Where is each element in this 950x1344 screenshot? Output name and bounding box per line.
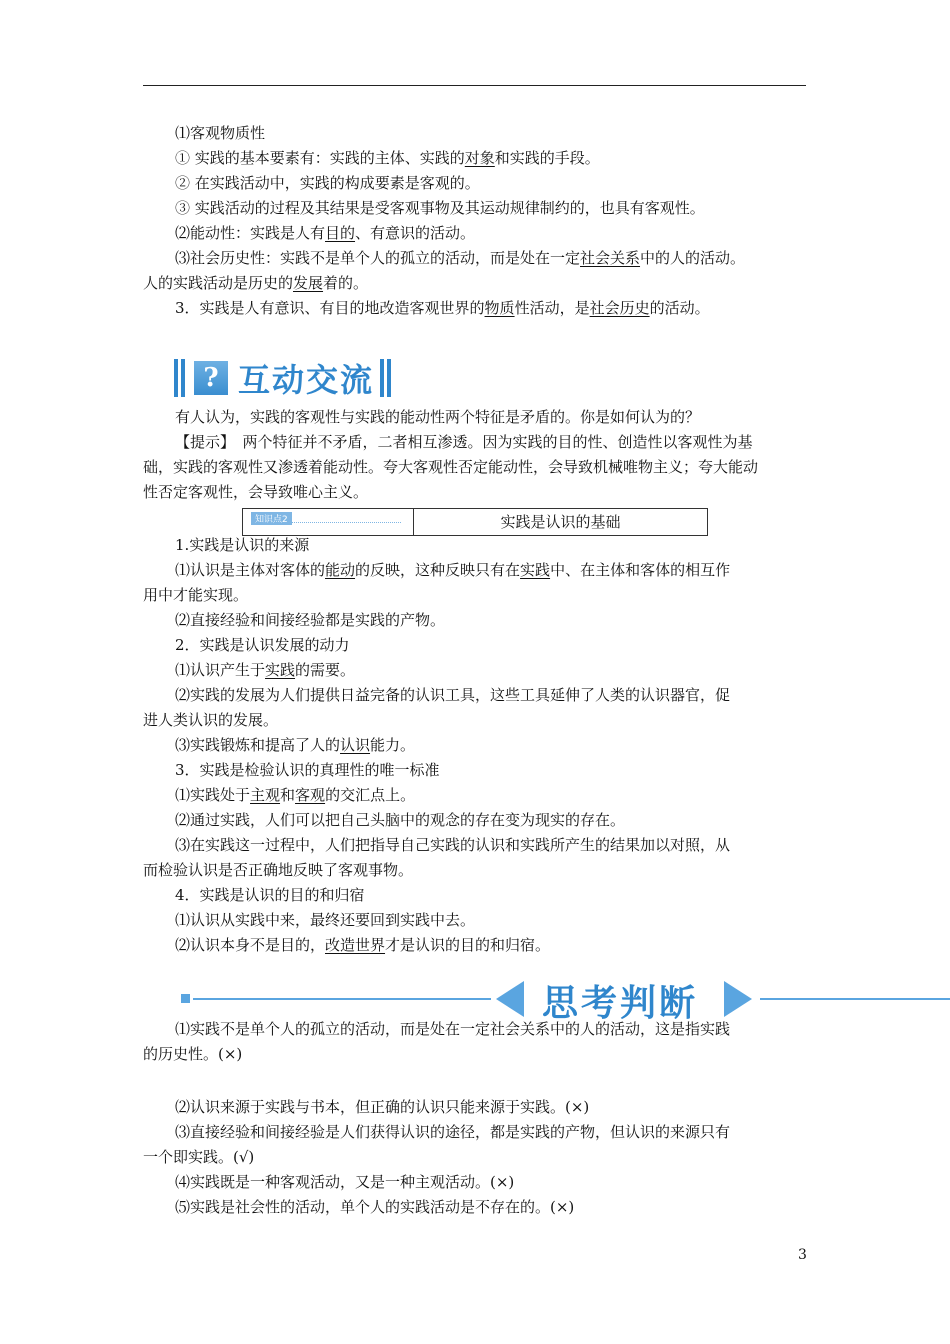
left-arrow-icon bbox=[496, 981, 524, 1017]
text-line: ⑵直接经验和间接经验都是实践的产物。 bbox=[175, 611, 446, 629]
hint-text: 础，实践的客观性又渗透着能动性。夸大客观性否定能动性，会导致机械唯物主义；夸大能动 bbox=[143, 458, 759, 476]
answer-blank: 实践 bbox=[520, 561, 551, 579]
banner-dot bbox=[181, 994, 190, 1003]
text-line: ③ 实践活动的过程及其结果是受客观事物及其运动规律制约的，也具有客观性。 bbox=[175, 199, 705, 217]
answer-blank: 发展 bbox=[293, 274, 324, 292]
text-line: 而检验认识是否正确地反映了客观事物。 bbox=[143, 861, 414, 879]
section-banner-interaction bbox=[174, 357, 394, 399]
text-line: 3．实践是检验认识的真理性的唯一标准 bbox=[175, 761, 440, 779]
banner-title: 互动交流 bbox=[238, 361, 375, 399]
text-line: ⑶实践锻炼和提高了人的认识能力。 bbox=[175, 736, 416, 754]
text-line: ⑴认识产生于实践的需要。 bbox=[175, 661, 356, 679]
answer-blank: 社会关系 bbox=[580, 249, 641, 267]
answer-blank: 目的 bbox=[325, 224, 356, 242]
text-line: ⑶社会历史性：实践不是单个人的孤立的活动，而是处在一定社会关系中的人的活动。 bbox=[175, 249, 746, 267]
text-line: 进人类认识的发展。 bbox=[143, 711, 279, 729]
text-line: 人的实践活动是历史的发展着的。 bbox=[143, 274, 369, 292]
judgment-item: ⑵认识来源于实践与书本，但正确的认识只能来源于实践。(×) bbox=[175, 1098, 590, 1116]
text-line: ⑵实践的发展为人们提供日益完备的认识工具，这些工具延伸了人类的认识器官，促 bbox=[175, 686, 731, 704]
banner-line bbox=[193, 998, 491, 1000]
hint-text: 【提示】 两个特征并不矛盾，二者相互渗透。因为实践的目的性、创造性以客观性为基 bbox=[175, 433, 753, 451]
text-line: 2．实践是认识发展的动力 bbox=[175, 636, 350, 654]
text-line: 3．实践是人有意识、有目的地改造客观世界的物质性活动，是社会历史的活动。 bbox=[175, 299, 710, 317]
text-line: 1.实践是认识的来源 bbox=[175, 536, 310, 554]
text-line: 4．实践是认识的目的和归宿 bbox=[175, 886, 365, 904]
text-line: ① 实践的基本要素有：实践的主体、实践的对象和实践的手段。 bbox=[175, 149, 600, 167]
judgment-item: 一个即实践。(√) bbox=[143, 1148, 255, 1166]
answer-blank: 客观 bbox=[295, 786, 326, 804]
knowledge-point-title: 实践是认识的基础 bbox=[500, 513, 621, 531]
banner-bar bbox=[181, 359, 185, 397]
banner-line bbox=[760, 998, 950, 1000]
banner-title: 思考判断 bbox=[542, 983, 699, 1024]
text-line: ⑵认识本身不是目的，改造世界才是认识的目的和归宿。 bbox=[175, 936, 551, 954]
answer-blank: 能动 bbox=[325, 561, 356, 579]
text-line: ⑴认识是主体对客体的能动的反映，这种反映只有在实践中、在主体和客体的相互作 bbox=[175, 561, 731, 579]
banner-bar bbox=[387, 359, 391, 397]
knowledge-point-header bbox=[242, 508, 708, 536]
answer-blank: 认识 bbox=[340, 736, 371, 754]
knowledge-point-badge: 知识点2 bbox=[251, 512, 292, 525]
answer-blank: 社会历史 bbox=[589, 299, 650, 317]
judgment-item: ⑴实践不是单个人的孤立的活动，而是处在一定社会关系中的人的活动，这是指实践 bbox=[175, 1020, 731, 1038]
text-line: ⑶在实践这一过程中，人们把指导自己实践的认识和实践所产生的结果加以对照，从 bbox=[175, 836, 731, 854]
text-line: ⑵通过实践，人们可以把自己头脑中的观念的存在变为现实的存在。 bbox=[175, 811, 626, 829]
answer-blank: 主观 bbox=[250, 786, 281, 804]
text-line: ⑵能动性：实践是人有目的、有意识的活动。 bbox=[175, 224, 476, 242]
dotted-arrow bbox=[251, 522, 401, 523]
text-line: ② 在实践活动中，实践的构成要素是客观的。 bbox=[175, 174, 480, 192]
knowledge-point-tag bbox=[243, 509, 414, 535]
question-text: 有人认为，实践的客观性与实践的能动性两个特征是矛盾的。你是如何认为的？ bbox=[175, 408, 701, 426]
right-arrow-icon bbox=[724, 981, 752, 1017]
answer-blank: 改造世界 bbox=[325, 936, 386, 954]
judgment-item: ⑸实践是社会性的活动，单个人的实践活动是不存在的。(×) bbox=[175, 1198, 575, 1216]
judgment-item: ⑷实践既是一种客观活动，又是一种主观活动。(×) bbox=[175, 1173, 515, 1191]
banner-bar bbox=[380, 359, 384, 397]
judgment-item: ⑶直接经验和间接经验是人们获得认识的途径，都是实践的产物，但认识的来源只有 bbox=[175, 1123, 731, 1141]
answer-blank: 对象 bbox=[464, 149, 495, 167]
header-rule bbox=[143, 85, 806, 86]
text-line: 用中才能实现。 bbox=[143, 586, 249, 604]
question-icon: ? bbox=[194, 361, 228, 395]
text-line: ⑴客观物质性 bbox=[175, 124, 266, 142]
judgment-item: 的历史性。(×) bbox=[143, 1045, 243, 1063]
text-line: ⑴实践处于主观和客观的交汇点上。 bbox=[175, 786, 416, 804]
hint-text: 性否定客观性，会导致唯心主义。 bbox=[143, 483, 369, 501]
page-number: 3 bbox=[798, 1247, 807, 1263]
answer-blank: 实践 bbox=[265, 661, 296, 679]
text-line: ⑴认识从实践中来，最终还要回到实践中去。 bbox=[175, 911, 476, 929]
banner-bar bbox=[174, 359, 178, 397]
answer-blank: 物质 bbox=[484, 299, 515, 317]
